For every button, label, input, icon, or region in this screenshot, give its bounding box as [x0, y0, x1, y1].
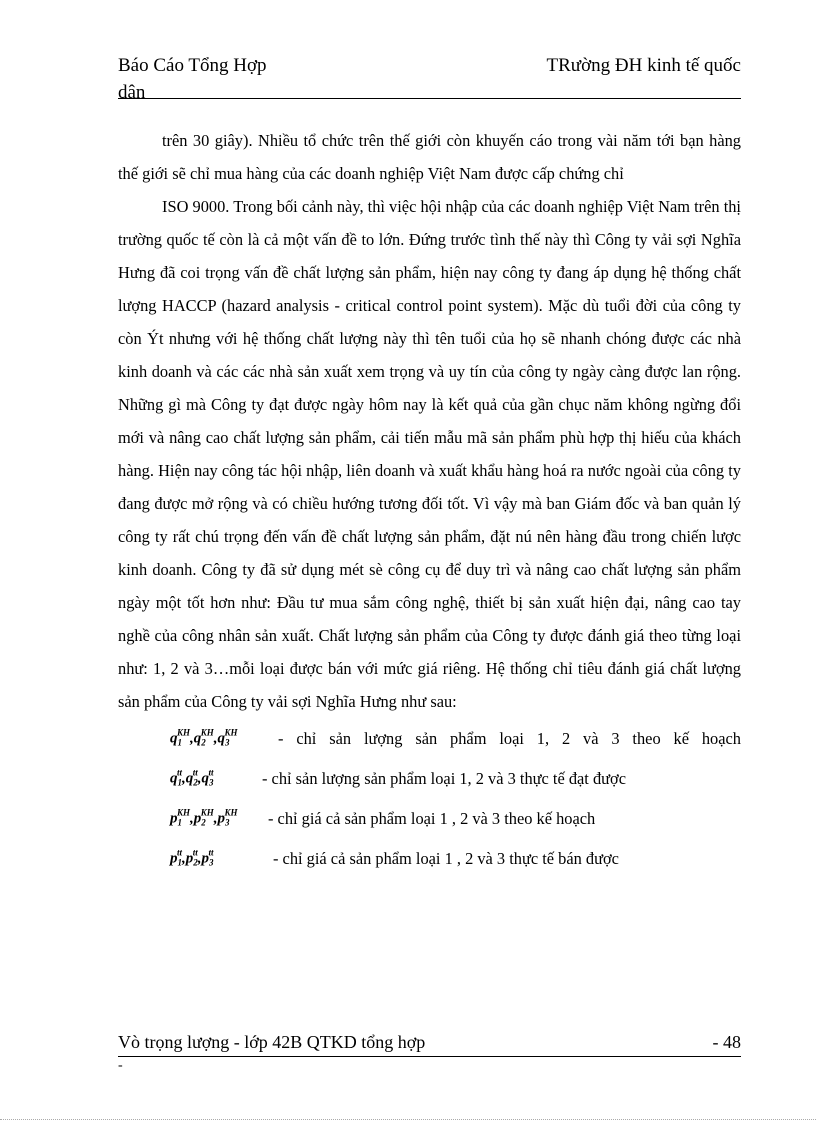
formula-symbol-p-tt: $p_1^{tt},p_2^{tt},p_3^{tt}$	[170, 847, 214, 868]
page-header	[118, 52, 741, 106]
formula-line-p-kh	[118, 798, 741, 838]
formula-symbol-q-kh: $q_1^{KH},q_2^{KH},q_3^{KH}$	[170, 727, 238, 748]
formula-line-q-kh	[118, 718, 741, 758]
header-report-title: Báo Cáo Tổng Hợp	[118, 55, 267, 76]
footer-tail: -	[118, 1058, 123, 1073]
document-body	[118, 124, 741, 878]
footer-author: Vò trọng lượng - lớp 42B QTKD tổng hợp	[118, 1032, 426, 1052]
formula-symbol-q-tt: $q_1^{tt},q_2^{tt},q_3^{tt}$	[170, 767, 214, 788]
formula-line-p-tt	[118, 838, 741, 878]
formula-desc-p-kh: - chỉ giá cả sản phẩm loại 1 , 2 và 3 theo kế hoạch	[268, 808, 596, 828]
header-rule	[118, 98, 741, 99]
header-university: TRường ĐH kinh tế quốc	[546, 55, 741, 76]
header-university-wrap: dân	[118, 82, 146, 103]
formula-desc-q-tt: - chỉ sản lượng sản phẩm loại 1, 2 và 3 thực tế đạt được	[262, 768, 626, 788]
formula-symbol-p-kh: $p_1^{KH},p_2^{KH},p_3^{KH}$	[170, 807, 238, 828]
formula-desc-q-kh: - chỉ sản lượng sản phẩm loại 1, 2 và 3 theo kế hoạch	[278, 728, 741, 748]
page-footer	[118, 1030, 741, 1075]
page-number: - 48	[712, 1032, 741, 1052]
paragraph-2: ISO 9000. Trong bối cảnh này, thì việc hội nhập của các doanh nghiệp Việt Nam trên thị trường quốc tế còn là cả một vấn đề to lớn. Đứng trước tình thế này thì Công ty vải sợi Nghĩa Hưng đã coi trọng vấn đề chất lượng sản phẩm, hiện nay công ty đang áp dụng hệ thống chất lượng HACCP (hazard analysis - critical control point system). Mặc dù tuổi đời của công ty còn Ýt nhưng với hệ thống chất lượng này thì tên tuổi của họ sẽ nhanh chóng được các nhà kinh doanh và các các nhà sản xuất xem trọng và uy tín của công ty ngày càng được lan rộng. Những gì mà Công ty đạt được ngày hôm nay là kết quả của gần chục năm không ngừng đổi mới và nâng cao chất lượng sản phẩm, cải tiến mẫu mã sản phẩm phù hợp thị hiếu của khách hàng. Hiện nay công tác hội nhập, liên doanh và xuất khẩu hàng hoá ra nước ngoài của công ty đang được mở rộng và có chiều hướng tương đối tốt. Vì vậy mà ban Giám đốc và ban quản lý công ty rất chú trọng đến vấn đề chất lượng sản phẩm, đặt nú nên hàng đầu trong chiến lược kinh doanh. Công ty đã sử dụng mét sè công cụ để duy trì và nâng cao chất lượng sản phẩm ngày một tốt hơn như: Đầu tư mua sắm công nghệ, thiết bị sản xuất hiện đại, nâng cao tay nghề của công nhân sản xuất. Chất lượng sản phẩm của Công ty được đánh giá theo từng loại như: 1, 2 và 3…mỗi loại được bán với mức giá riêng. Hệ thống chỉ tiêu đánh giá chất lượng sản phẩm của Công ty vải sợi Nghĩa Hưng như sau:	[118, 197, 741, 711]
formula-line-q-tt	[118, 758, 741, 798]
formula-desc-p-tt: - chỉ giá cả sản phẩm loại 1 , 2 và 3 thực tế bán được	[273, 848, 619, 868]
paragraph-1: trên 30 giây). Nhiều tổ chức trên thế giới còn khuyến cáo trong vài năm tới bạn hàng thế giới sẽ chỉ mua hàng của các doanh nghiệp Việt Nam được cấp chứng chỉ	[118, 131, 741, 183]
page-edge-divider	[0, 1119, 816, 1120]
